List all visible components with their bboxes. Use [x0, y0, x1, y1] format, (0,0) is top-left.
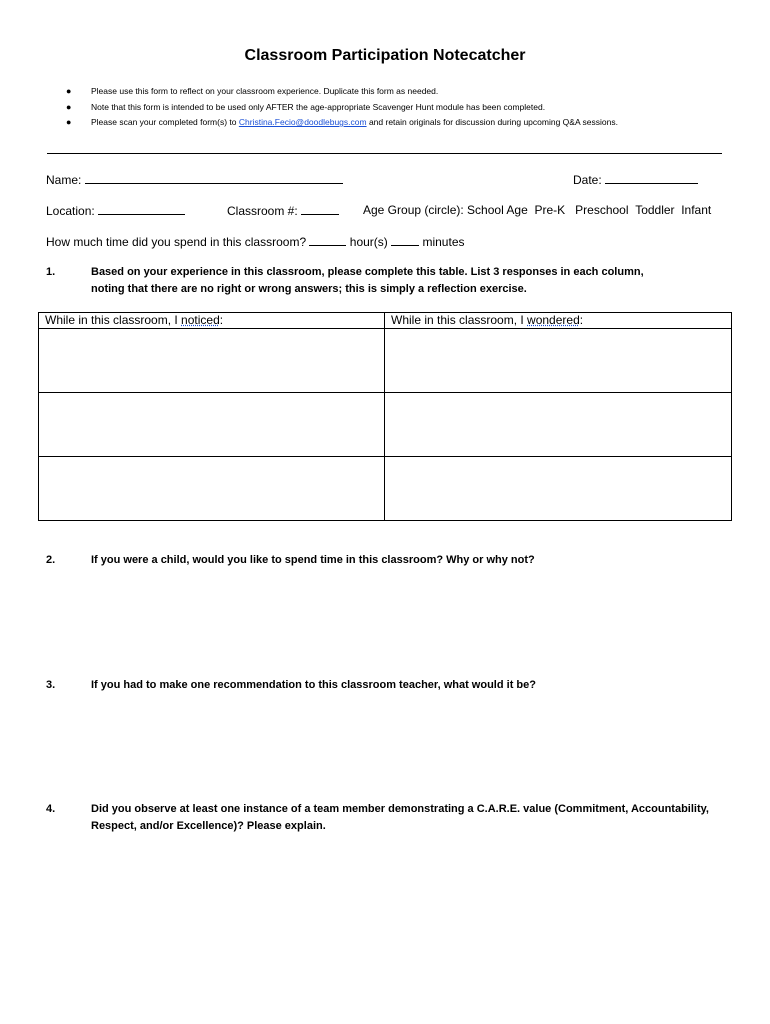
noticed-cell[interactable] [39, 457, 385, 521]
question-2-number: 2. [46, 554, 56, 566]
form-title: Classroom Participation Notecatcher [244, 47, 526, 64]
question-4-number: 4. [46, 803, 56, 815]
name-label: Name: [46, 173, 85, 187]
classroom-label: Classroom #: [227, 204, 302, 218]
location-field [46, 203, 185, 218]
reflection-table [38, 312, 732, 521]
question-3-number: 3. [46, 679, 56, 691]
bullet-icon: ● [66, 117, 72, 127]
wondered-header [385, 313, 732, 329]
instruction-item [66, 84, 618, 100]
wondered-cell[interactable] [385, 457, 732, 521]
instruction-item [66, 100, 618, 116]
question-3-text: If you had to make one recommendation to this classroom teacher, what would it be? [91, 679, 536, 691]
date-field [573, 172, 698, 187]
email-link[interactable]: Christina.Fecio@doodlebugs.com [238, 117, 367, 127]
question-2-text: If you were a child, would you like to spend time in this classroom? Why or why not? [91, 554, 535, 566]
instruction-text-before: Please scan your completed form(s) to [91, 117, 239, 127]
noticed-header [39, 313, 385, 329]
age-option-pre-k[interactable]: Pre-K [534, 203, 566, 217]
table-row [39, 329, 732, 393]
question-4-line-1: Did you observe at least one instance of a team member demonstrating a C.A.R.E. value (Commitment, Accountability, [91, 803, 709, 815]
time-spent-label: How much time did you spend in this classroom? [46, 235, 310, 249]
question-3-answer-area[interactable] [91, 697, 721, 797]
location-label: Location: [46, 204, 99, 218]
divider [47, 153, 722, 154]
question-1-text [91, 264, 644, 298]
noticed-cell[interactable] [39, 393, 385, 457]
noticed-header-suffix: : [219, 313, 224, 327]
minutes-label: minutes [419, 235, 465, 249]
age-group-field [363, 203, 711, 217]
date-input-line[interactable] [605, 172, 698, 184]
noticed-header-word: noticed [181, 313, 220, 327]
age-group-label: Age Group (circle): [363, 203, 468, 217]
wondered-cell[interactable] [385, 329, 732, 393]
name-input-line[interactable] [85, 172, 343, 184]
noticed-cell[interactable] [39, 329, 385, 393]
instructions-list [66, 84, 618, 131]
instruction-text: Note that this form is intended to be used only AFTER the age-appropriate Scavenger Hunt module has been completed. [91, 101, 546, 112]
instruction-text [91, 115, 618, 131]
question-1-number: 1. [46, 266, 56, 278]
question-1-line-1: Based on your experience in this classroom, please complete this table. List 3 responses in each column, [91, 266, 644, 278]
hours-label: hour(s) [346, 235, 392, 249]
instruction-item [66, 115, 618, 131]
age-option-toddler[interactable]: Toddler [635, 203, 675, 217]
wondered-header-suffix: : [579, 313, 584, 327]
question-4-line-2: Respect, and/or Excellence)? Please explain. [91, 820, 326, 832]
date-label: Date: [573, 173, 606, 187]
table-row [39, 393, 732, 457]
instruction-text-after: and retain originals for discussion during upcoming Q&A sessions. [366, 117, 618, 127]
name-field [46, 172, 343, 187]
table-row [39, 457, 732, 521]
age-option-infant[interactable]: Infant [681, 203, 712, 217]
wondered-cell[interactable] [385, 393, 732, 457]
wondered-header-prefix: While in this classroom, I [391, 313, 528, 327]
question-4-text [91, 801, 709, 835]
bullet-icon: ● [66, 86, 72, 96]
time-spent-field [46, 234, 465, 249]
hours-input-line[interactable] [309, 234, 346, 246]
classroom-field [227, 203, 339, 218]
location-input-line[interactable] [98, 203, 185, 215]
question-2-answer-area[interactable] [91, 572, 721, 672]
question-1-line-2: noting that there are no right or wrong answers; this is simply a reflection exercise. [91, 283, 527, 295]
wondered-header-word: wondered [527, 313, 580, 327]
table-header-row [39, 313, 732, 329]
question-4-answer-area[interactable] [91, 840, 721, 990]
instruction-text: Please use this form to reflect on your classroom experience. Duplicate this form as needed. [91, 86, 439, 96]
noticed-header-prefix: While in this classroom, I [45, 313, 182, 327]
classroom-input-line[interactable] [301, 203, 339, 215]
bullet-icon: ● [66, 101, 72, 112]
minutes-input-line[interactable] [391, 234, 419, 246]
age-option-preschool[interactable]: Preschool [575, 203, 629, 217]
age-option-school-age[interactable]: School Age [467, 203, 528, 217]
